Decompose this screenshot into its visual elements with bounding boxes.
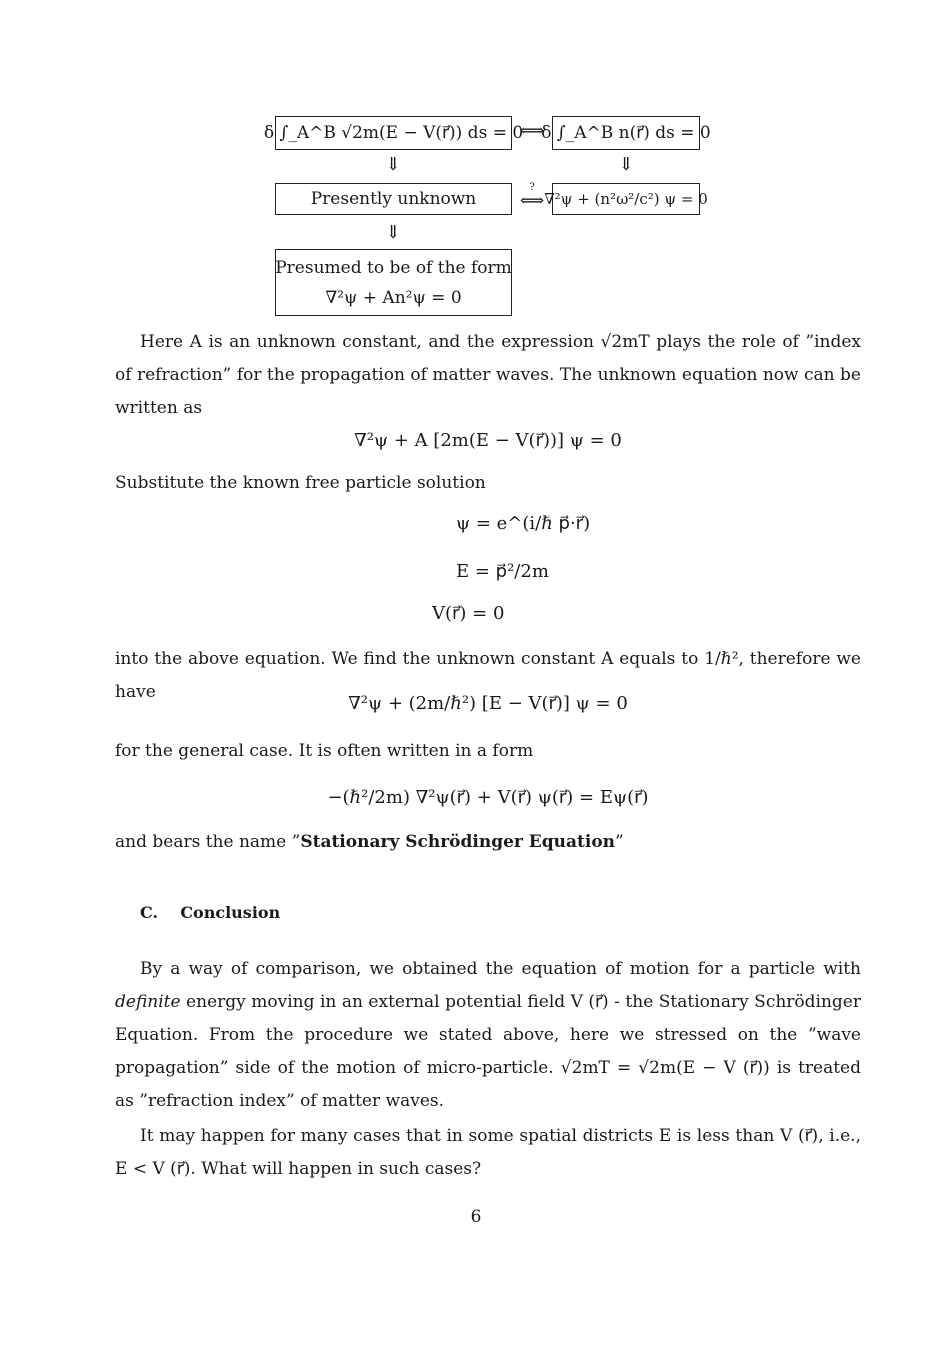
diagram-box-variational-mechanics (263, 116, 524, 150)
presumed-form-label: Presumed to be of the form (275, 257, 512, 278)
equation-general-case: ∇²ψ + (2m/ℏ²) [E − V(r⃗)] ψ = 0 (348, 693, 628, 714)
down-arrow-right-1: ⇓ (618, 154, 634, 175)
variational-mechanics-formula: δ ∫_A^B √2m(E − V(r⃗)) ds = 0 (263, 123, 524, 143)
paragraph-unknown-constant: into the above equation. We find the unknown constant A equals to 1/ℏ², therefore we have (115, 649, 861, 702)
paragraph-substitute: Substitute the known free particle solution (115, 473, 486, 493)
down-arrow-left-1: ⇓ (385, 154, 401, 175)
fermat-principle-formula: δ ∫_A^B n(r⃗) ds = 0 (541, 123, 711, 143)
down-arrow-left-2: ⇓ (385, 222, 401, 243)
paragraph-conclusion-1: By a way of comparison, we obtained the equation of motion for a particle with definite energy moving in an external potential field V (r⃗) - the Stationary Schrödinger Equation. From the procedure we stated above, here we stressed on the ”wave propagation” side of the motion of micro-particle. √2mT = √2m(E − V (r⃗)) is treated as ”refraction index” of matter waves. (115, 959, 861, 1111)
diagram-box-presumed-form (275, 249, 512, 316)
equation-free-energy: E = p⃗²/2m (456, 561, 549, 582)
page-number: 6 (470, 1207, 482, 1227)
equation-stationary-schrodinger: −(ℏ²/2m) ∇²ψ(r⃗) + V(r⃗) ψ(r⃗) = Eψ(r⃗) (327, 787, 649, 808)
presumed-form-equation: ∇²ψ + An²ψ = 0 (325, 287, 462, 308)
equivalence-arrow-question: ? ⟺ (512, 184, 552, 210)
emphasis-definite: definite (115, 992, 181, 1012)
paragraph-index-of-refraction: Here A is an unknown constant, and the expression √2mT plays the role of ”index of refraction” for the propagation of matter waves. The unknown equation now can be written as (115, 332, 861, 418)
equation-free-wavefunction: ψ = e^(i/ℏ p⃗·r⃗) (456, 513, 591, 534)
section-title: Conclusion (180, 903, 281, 922)
diagram-box-fermat-principle (541, 116, 711, 150)
diagram-box-presently-unknown (275, 183, 512, 215)
paragraph-general-case: for the general case. It is often written in a form (115, 741, 534, 761)
wave-equation-formula: ∇²ψ + (n²ω²/c²) ψ = 0 (544, 190, 708, 208)
equation-unknown-form: ∇²ψ + A [2m(E − V(r⃗))] ψ = 0 (354, 430, 622, 451)
section-number: C. (140, 903, 159, 922)
equivalence-arrow-top: ⟺ (519, 121, 545, 141)
equation-zero-potential: V(r⃗) = 0 (432, 603, 505, 624)
diagram-box-wave-equation (544, 183, 708, 215)
section-heading (140, 903, 280, 922)
paragraph-conclusion-2: It may happen for many cases that in some spatial districts E is less than V (r⃗), i.e., E < V (r⃗). What will happen in such cases? (115, 1126, 861, 1179)
question-mark-label: ? (529, 182, 535, 193)
paragraph-bears-name: and bears the name ”Stationary Schrödinger Equation” (115, 832, 624, 852)
presently-unknown-label: Presently unknown (310, 189, 477, 209)
equation-name-bold: Stationary Schrödinger Equation (300, 832, 616, 852)
